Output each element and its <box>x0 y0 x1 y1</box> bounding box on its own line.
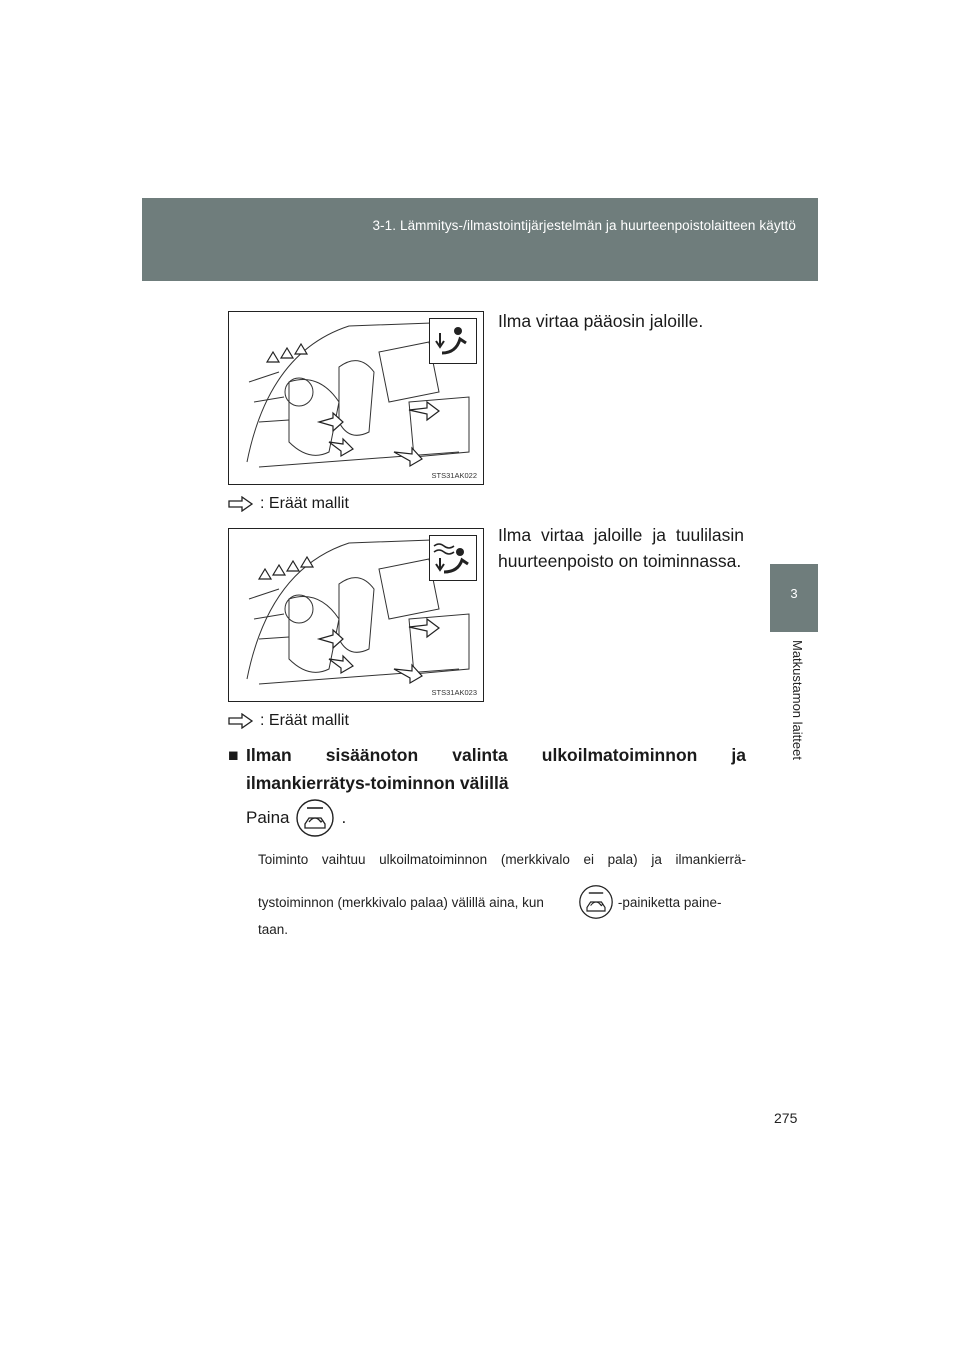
info-line <box>258 884 746 920</box>
note-text: : Eräät mallit <box>260 495 349 512</box>
instruction <box>246 796 346 840</box>
model-note <box>228 712 349 730</box>
recirculation-button-icon <box>578 884 614 920</box>
floor-airflow-icon <box>429 318 477 364</box>
info-line: Toiminto vaihtuu ulkoilmatoiminnon (merkkivalo ei pala) ja ilmankierrä- <box>258 852 746 867</box>
figure-floor-airflow <box>228 311 484 485</box>
instruction-end: . <box>341 808 347 827</box>
figure-code: STS31AK022 <box>431 471 477 480</box>
right-arrow-icon <box>228 496 254 512</box>
instruction-text: Paina <box>246 808 290 827</box>
chapter-label: Matkustamon laitteet <box>790 640 805 760</box>
section-title: Ilman sisäänoton valinta ulkoilmatoiminnon ja ilmankierrätys-toiminnon välillä <box>246 745 746 793</box>
model-note <box>228 495 349 513</box>
figure-description: Ilma virtaa pääosin jaloille. <box>498 311 704 331</box>
section-heading <box>228 741 746 797</box>
floor-defrost-airflow-icon <box>429 535 477 581</box>
recirculation-button-icon <box>295 798 335 838</box>
figure-code: STS31AK023 <box>431 688 477 697</box>
page-number: 275 <box>774 1110 798 1126</box>
info-text: tystoiminnon (merkkivalo palaa) välillä aina, kun <box>258 894 544 910</box>
right-arrow-icon <box>228 713 254 729</box>
chapter-number: 3 <box>790 586 798 601</box>
info-text: -painiketta paine- <box>617 894 722 910</box>
chapter-tab <box>770 564 818 632</box>
info-line: taan. <box>258 922 289 937</box>
note-text: : Eräät mallit <box>260 712 349 729</box>
figure-description: Ilma virtaa jaloille ja tuulilasin huurteenpoisto on toiminnassa. <box>498 525 744 571</box>
figure-floor-defrost-airflow <box>228 528 484 702</box>
header-title: 3-1. Lämmitys-/ilmastointijärjestelmän ja huurteenpoistolaitteen käyttö <box>372 218 796 233</box>
chapter-header <box>142 198 818 281</box>
section-bullet: ■ <box>228 745 239 765</box>
